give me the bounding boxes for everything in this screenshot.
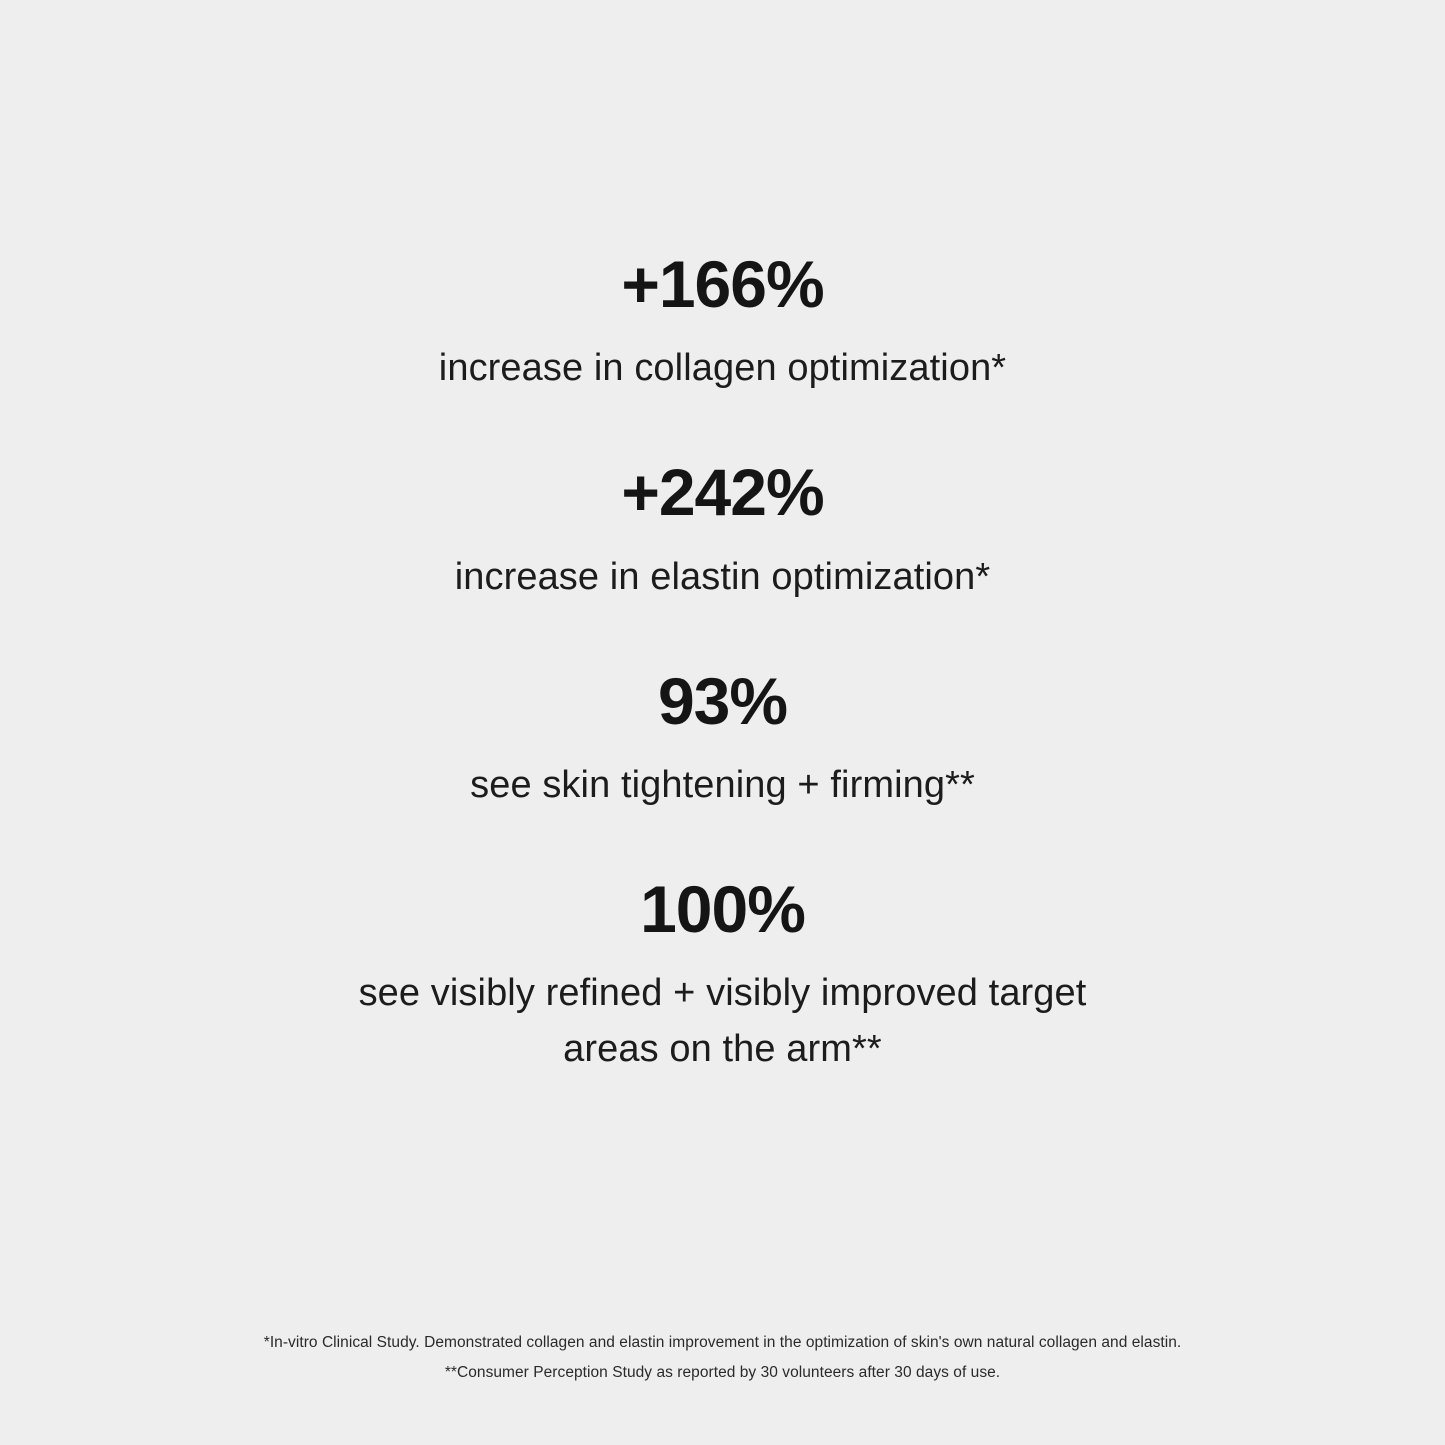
footnote-consumer-perception: **Consumer Perception Study as reported by 30 volunteers after 30 days of use. bbox=[444, 1363, 1001, 1381]
stat-tightening-label: see skin tightening + firming** bbox=[470, 764, 975, 807]
footnote-in-vitro: *In-vitro Clinical Study. Demonstrated collagen and elastin improvement in the optimization of skin's own natural collagen and elastin. bbox=[263, 1334, 1182, 1352]
stat-collagen-value: +166% bbox=[621, 247, 824, 321]
stat-elastin-label: increase in elastin optimization* bbox=[454, 555, 991, 598]
stat-refined-label-line-2: areas on the arm** bbox=[563, 1027, 882, 1070]
stats-list bbox=[0, 247, 1445, 1077]
stat-refined bbox=[0, 872, 1445, 1076]
stat-refined-label-line-1: see visibly refined + visibly improved target bbox=[358, 972, 1087, 1015]
stat-tightening bbox=[0, 663, 1445, 813]
stat-elastin-value: +242% bbox=[621, 455, 824, 530]
stat-elastin bbox=[0, 455, 1445, 604]
footnotes bbox=[0, 1328, 1445, 1387]
stat-refined-value: 100% bbox=[640, 872, 805, 947]
stat-collagen-label: increase in collagen optimization* bbox=[438, 347, 1007, 390]
stat-collagen bbox=[0, 247, 1445, 396]
stat-tightening-value: 93% bbox=[657, 663, 788, 738]
